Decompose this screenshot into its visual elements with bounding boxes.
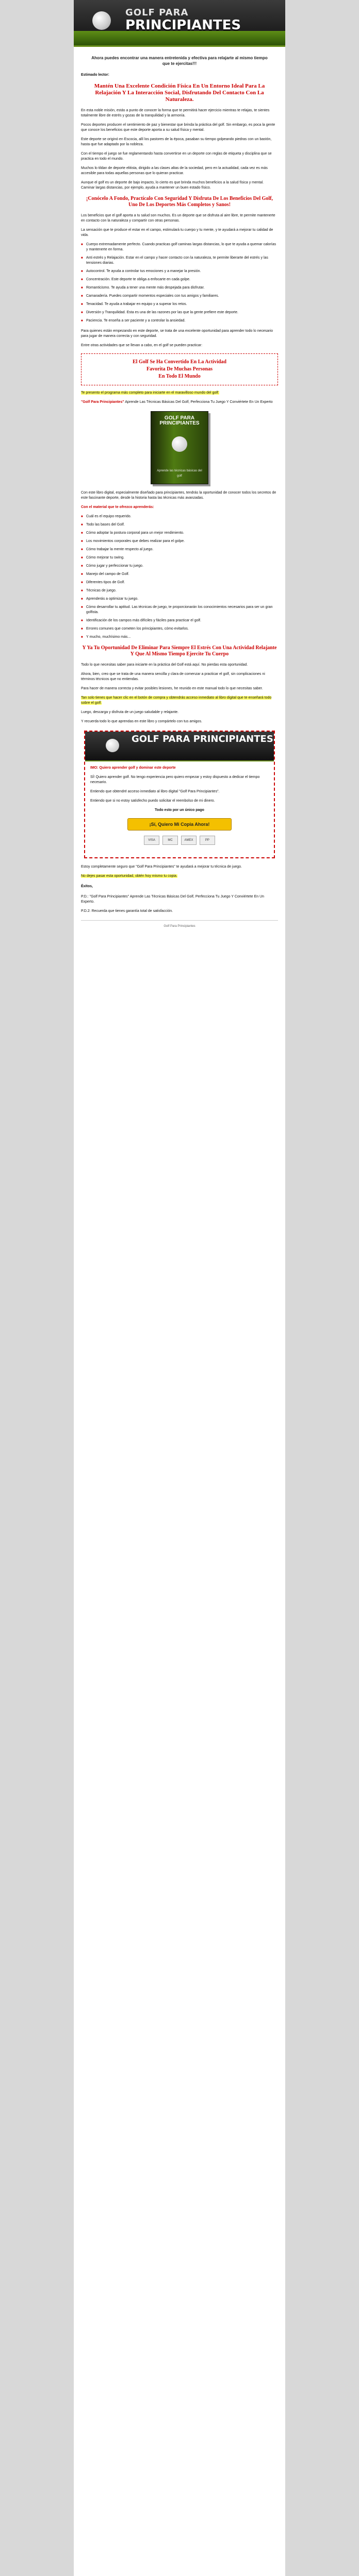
sales-page [74, 0, 285, 2576]
golf-ball-icon [106, 739, 119, 752]
paragraph: Muchos lo tildan de deporte elitista, dirigido a las clases altas de la sociedad, pero en la actualidad, cada vez es más accesible para todas aquellas personas que lo quieran practicar. [81, 166, 268, 175]
paragraph: Para quienes están empezando en este deporte, se trata de una excelente oportunidad para aprender todo lo necesario para jugar de manera correcta y con seguridad. [81, 329, 273, 338]
highlight-text: No dejes pasar esta oportunidad, obtén hoy mismo tu copia. [81, 874, 177, 878]
order-box [84, 731, 275, 858]
highlight-line1: El Golf Se Ha Convertido En La Actividad [133, 359, 226, 365]
list-item: ■ Diversión y Tranquilidad. Esta es una de las razones por las que la gente prefiere este deporte. [81, 310, 278, 315]
highlight-line3: En Todo El Mundo [158, 374, 201, 379]
visa-card-icon: VISA [144, 836, 159, 845]
order-line: Entiendo que si no estoy satisfecho puedo solicitar el reembolso de mi dinero. [90, 799, 215, 803]
greeting: Estimado lector: [81, 73, 109, 77]
paragraph: Para hacer de manera correcta y evitar posibles lesiones, he reunido en este manual todo lo que necesitas saber. [81, 687, 263, 690]
list-item: ■ Paciencia. Te enseña a ser paciente y a controlar la ansiedad. [81, 318, 278, 324]
paragraph: En esta noble misión, estás a punto de conocer la forma que te permitirá hacer ejercicio mientras te relajas, te sientes totalmente libre de estrés y gozas de la tranquilidad y la armonía. [81, 109, 270, 117]
payment-cards [90, 836, 269, 845]
amex-card-icon: AMEX [181, 836, 197, 845]
postscript: P.D.2: Recuerda que tienes garantía total de satisfacción. [81, 909, 173, 913]
intro-text: Ahora puedes encontrar una manera entretenida y efectiva para relajarte al mismo tiempo que te ejercitas!!! [91, 56, 268, 66]
banner-title-line1: GOLF PARA [125, 7, 189, 18]
list-item: ■ Manejo del campo de Golf. [81, 572, 278, 577]
header-banner [74, 0, 285, 47]
order-content [85, 761, 274, 852]
highlight-line2: Favorita De Muchas Personas [146, 366, 213, 372]
list-item: ■ Cómo adoptar la postura corporal para un mejor rendimiento. [81, 531, 278, 536]
list-item: ■ Errores comunes que cometen los principiantes, cómo evitarlos. [81, 626, 278, 632]
order-line: Entiendo que obtendré acceso inmediato al libro digital "Golf Para Principiantes". [90, 790, 220, 793]
signature: Éxitos, [81, 885, 93, 888]
order-greeting: IMO: Quiero aprender golf y dominar este deporte [90, 766, 176, 770]
ebook-title: GOLF PARA PRINCIPIANTES [159, 415, 200, 426]
learn-list [81, 514, 278, 640]
order-banner-title: GOLF PARA PRINCIPIANTES [132, 734, 273, 744]
list-item: ■ Técnicas de juego. [81, 588, 278, 594]
highlight-box [81, 353, 278, 385]
list-item: ■ Los movimientos corporales que debes realizar para el golpe. [81, 539, 278, 544]
mastercard-card-icon: MC [162, 836, 178, 845]
ebook-subtitle: Aprende las técnicas básicas del golf [157, 469, 202, 478]
banner-title-line2: PRINCIPIANTES [125, 18, 241, 33]
benefits-list [81, 242, 278, 324]
list-item: ■ Anti estrés y Relajación. Estar en el campo y hacer contacto con la naturaleza, te permite liberarte del estrés y las tensiones diarias. [81, 256, 278, 266]
list-item: ■ Concentración. Este deporte te obliga a enfocarte en cada golpe. [81, 277, 278, 282]
list-item: ■ Diferentes tipos de Golf. [81, 580, 278, 585]
order-line: SÍ! Quiero aprender golf. No tengo experiencia pero quiero empezar y estoy dispuesto a dedicar el tiempo necesario. [90, 775, 260, 784]
list-item: ■ Cómo jugar y perfeccionar tu juego. [81, 564, 278, 569]
highlight-text: Tan solo tienes que hacer clic en el botón de compra y obtendrás acceso inmediato al libro digital que te enseñará todo sobre el golf. [81, 696, 272, 705]
product-description: Aprende Las Técnicas Básicas Del Golf, Perfecciona Tu Juego Y Conviértete En Un Experto [125, 400, 273, 404]
subhead-2: Y Ya Tu Oportunidad De Eliminar Para Siempre El Estrés Con Una Actividad Relajante Y Que Al Mismo Tiempo Ejercite Tu Cuerpo [82, 645, 277, 657]
paragraph: Estoy completamente seguro que "Golf Para Principiantes" te ayudará a mejorar tu técnica de juego. [81, 865, 242, 869]
footer: Golf Para Principiantes [81, 920, 278, 929]
paragraph: Luego, descarga y disfruta de un juego saludable y relajante. [81, 710, 179, 714]
paragraph: Y recuerda todo lo que aprendas en este libro y compártelo con tus amigos. [81, 720, 202, 723]
paragraph: Con este libro digital, especialmente diseñado para principiantes, tendrás la oportunidad de conocer todos los secretos de este fascinante deporte, desde la historia hasta las técnicas más avanzadas. [81, 491, 276, 500]
ebook-cover-image [151, 411, 208, 484]
list-item: ■ Aprenderás a optimizar tu juego. [81, 597, 278, 602]
list-item: ■ Todo las bases del Golf. [81, 522, 278, 528]
paypal-card-icon: PP [200, 836, 215, 845]
golf-ball-icon [92, 11, 111, 30]
golf-ball-icon [172, 436, 187, 452]
paragraph: Entre otras actividades que se llevan a cabo, en el golf se pueden practicar: [81, 344, 203, 347]
paragraph: Este deporte se originó en Escocia, allí los pastores de la época, pasaban su tiempo golpeando piedras con un bastón, hasta que fue adaptado por la nobleza. [81, 138, 272, 146]
main-content [74, 47, 285, 934]
postscript: P.D.: "Golf Para Principiantes" Aprende Las Técnicas Básicas Del Golf, Perfecciona Tu Juego Y Conviértete En Un Experto. [81, 895, 265, 904]
order-banner [85, 732, 274, 761]
paragraph: La sensación que te produce el estar en el campo, estimulará tu cuerpo y tu mente, y te ayudará a mejorar tu calidad de vida. [81, 228, 273, 237]
subhead-1: ¡Conócelo A Fondo, Practícalo Con Seguridad Y Disfruta De Los Beneficios Del Golf, Uno De Los Deportes Más Completos y Sanos! [86, 196, 273, 208]
paragraph: Todo lo que necesitas saber para iniciarte en la práctica del Golf está aquí. No pierdas esta oportunidad. [81, 663, 248, 667]
price-line: Todo esto por un único pago [155, 808, 204, 812]
list-item: ■ Tenacidad. Te ayuda a trabajar en equipo y a superar los retos. [81, 302, 278, 307]
list-item: ■ Identificación de los campos más difíciles y fáciles para practicar el golf. [81, 618, 278, 623]
buy-now-button[interactable]: ¡Sí, Quiero Mi Copia Ahora! [127, 818, 232, 831]
banner-grass [74, 31, 285, 45]
headline-1: Mantén Una Excelente Condición Física En Un Entorno Ideal Para La Relajación Y La Interacción Social, Disfrutando Del Contacto Con La Naturaleza. [94, 83, 265, 103]
list-item: ■ Cuál es el equipo requerido. [81, 514, 278, 519]
learn-intro: Con el material que te ofrezco aprenderás: [81, 505, 154, 509]
list-item: ■ Cómo trabajar la mente respecto al juego. [81, 547, 278, 552]
list-item: ■ Autocontrol. Te ayuda a controlar tus emociones y a manejar la presión. [81, 269, 278, 274]
highlight-text: Te presento el programa más completo para iniciarte en el maravilloso mundo del golf: [81, 391, 219, 395]
list-item: ■ Romanticismo. Te ayuda a tener una mente más despejada para disfrutar. [81, 285, 278, 291]
paragraph: Ahora, bien, creo que se trata de una manera sencilla y clara de comenzar a practicar el golf, sin complicaciones ni términos técnicos que no entiendas. [81, 672, 265, 681]
paragraph: Los beneficios que el golf aporta a tu salud son muchos. Es un deporte que se disfruta al aire libre, te permite mantenerte en contacto con la naturaleza y compartir con otras personas. [81, 214, 275, 223]
list-item: ■ Cómo desarrollar tu aptitud. Las técnicas de juego, te proporcionarán los conocimientos necesarios para ser un gran golfista. [81, 605, 278, 615]
paragraph: Con el tiempo el juego se fue reglamentando hasta convertirse en un deporte con reglas de etiqueta y disciplina que se practica en todo el mundo. [81, 152, 272, 161]
list-item: ■ Cuerpo extremadamente perfecto. Cuando practicas golf caminas largas distancias, lo que te ayuda a quemar calorías y mantenerte en forma. [81, 242, 278, 252]
list-item: ■ Y mucho, muchísimo más... [81, 635, 278, 640]
list-item: ■ Cómo mejorar tu swing. [81, 555, 278, 561]
list-item: ■ Camaradería. Puedes compartir momentos especiales con tus amigos y familiares. [81, 294, 278, 299]
paragraph: Pocos deportes producen el sentimiento de paz y bienestar que brinda la práctica del golf. Sin embargo, es poca la gente que conoce los beneficios que este deporte aporta a su salud física y mental. [81, 123, 275, 132]
product-name: "Golf Para Principiantes" [81, 400, 124, 404]
paragraph: Aunque el golf es un deporte de bajo impacto, lo cierto es que brinda muchos beneficios a la salud física y mental. Caminar largas distancias, por ejemplo, ayuda a mantener un buen estado físico. [81, 181, 264, 190]
